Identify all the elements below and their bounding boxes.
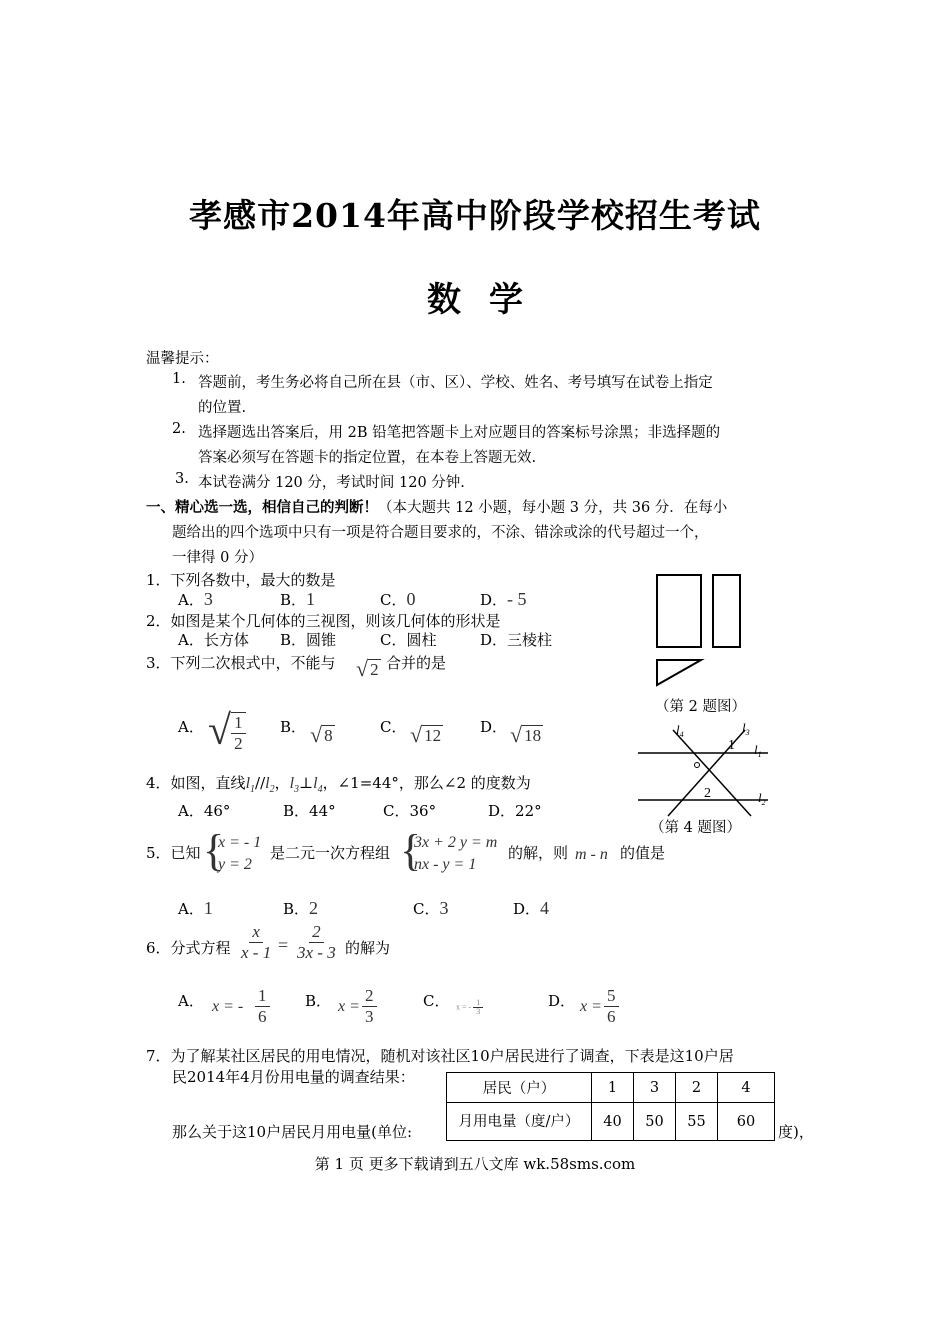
front-view-rect (657, 575, 701, 647)
question-4: 4．如图，直线$l_1//l_2$，$l_3\perp l_4$，∠1=44°，那么∠2 的度数为 (146, 774, 531, 796)
notice-item-2-line2: 答案必须写在答题卡的指定位置，在本卷上答题无效. (198, 450, 537, 466)
section-note-2: 题给出的四个选项中只有一项是符合题目要求的，不涂、错涂或涂的代号超过一个， (172, 525, 709, 541)
figure-4-lines (630, 718, 780, 818)
table-cell: 55 (676, 1103, 718, 1141)
q6-option-d-label: D． (548, 992, 576, 1010)
section-note-1: （本大题共 12 小题，每小题 3 分，共 36 分．在每小 (378, 500, 728, 516)
notice-item-1-line2: 的位置. (198, 400, 247, 416)
q1-num: 1． (146, 571, 171, 589)
q7-line1: 7．为了解某社区居民的用电情况，随机对该社区10户居民进行了调查，下表是这10户居 (146, 1047, 734, 1065)
q6-option-a-lhs: x = - (212, 998, 244, 1015)
notice-item-1-line1: 答题前，考生务必将自己所在县（市、区）、学校、姓名、考号填写在试卷上指定 (198, 375, 713, 391)
notice-item-2-line1: 选择题选出答案后，用 2B 铅笔把答题卡上对应题目的答案标号涂黑；非选择题的 (198, 425, 721, 441)
q6-post: 的解为 (345, 939, 391, 957)
q6-option-b-label: B． (305, 992, 332, 1010)
q1-option-d: D．- 5 (480, 589, 527, 609)
q4-option-d: D．22° (488, 802, 542, 820)
table-cell: 50 (634, 1103, 676, 1141)
q6-option-d-frac: $\frac{5}{6}$ (604, 986, 619, 1027)
q2-option-a: A．长方体 (178, 631, 249, 649)
q6-option-c-label: C． (423, 992, 450, 1010)
table-row-label: 居民（户） (447, 1073, 592, 1103)
label-l2: $l_2$ (758, 790, 766, 807)
q1-stem: 下列各数中，最大的数是 (170, 571, 336, 589)
q7-line3: 那么关于这10户居民月用电量(单位: (172, 1123, 412, 1141)
q5-option-d: D．4 (513, 898, 550, 918)
table-row-label: 月用电量（度/户） (447, 1103, 592, 1141)
q3-option-d-value: √ 18 (510, 722, 542, 747)
q6-option-b-lhs: x = (338, 998, 360, 1015)
question-1 (146, 569, 336, 590)
q6-option-a-label: A． (178, 992, 204, 1010)
q5-end: 的值是 (620, 844, 666, 862)
q7-line2: 民2014年4月份用电量的调查结果： (172, 1068, 415, 1086)
section-heading: 一、精心选一选，相信自己的判断！ (146, 500, 378, 516)
q6-fraction-1: $\frac{x}{x - 1}$ (241, 922, 272, 962)
figure-2-caption: （第 2 题图） (655, 699, 746, 715)
q3-stem-pre: 下列二次根式中，不能与 (170, 654, 336, 672)
q6-option-c-value: x = - $\frac{1}{3}$ (456, 999, 483, 1016)
q4-option-a: A．46° (178, 802, 231, 820)
q1-option-a: A．3 (178, 589, 213, 609)
table-row (447, 1073, 775, 1103)
q6-fraction-2: $\frac{2}{3x - 3}$ (297, 922, 336, 962)
top-view-triangle (657, 660, 701, 685)
label-l1: $l_1$ (754, 742, 762, 759)
q2-option-b: B．圆锥 (280, 631, 337, 649)
subject-title: 数学 (427, 280, 551, 320)
q5-expression: m - n (575, 846, 608, 863)
q7-data-table (446, 1072, 775, 1141)
angle-2-label: 2 (704, 786, 711, 801)
question-3 (146, 652, 336, 673)
q6-prefix: 6．分式方程 (146, 939, 231, 957)
q5-brace-1: { (203, 826, 225, 875)
figure-2-three-views (650, 570, 750, 690)
q5-option-a: A．1 (178, 898, 213, 918)
q1-option-b: B．1 (280, 589, 316, 609)
q3-stem-post: 合并的是 (386, 654, 447, 672)
exam-title: 孝感市2014年高中阶段学校招生考试 (189, 196, 761, 235)
q3-stem-radical: √ 2 (356, 656, 379, 681)
table-cell: 2 (676, 1073, 718, 1103)
q3-option-b-value: √ 8 (310, 722, 333, 747)
notice-item-3-num: 3. (175, 471, 189, 487)
q1-option-c: C．0 (380, 589, 416, 609)
table-cell: 1 (592, 1073, 634, 1103)
q3-option-a-label: A． (178, 718, 204, 736)
section-heading-line (146, 496, 727, 517)
q5-option-c: C．3 (413, 898, 449, 918)
question-2 (146, 610, 501, 631)
q5-prefix: 5．已知 (146, 844, 201, 862)
table-cell: 4 (718, 1073, 775, 1103)
q5-brace-2: { (400, 826, 422, 875)
table-cell: 40 (592, 1103, 634, 1141)
q5-option-b: B．2 (283, 898, 319, 918)
q6-option-a-frac: $\frac{1}{6}$ (255, 986, 270, 1027)
notice-item-1-num: 1. (172, 371, 186, 387)
q2-stem: 如图是某个几何体的三视图，则该几何体的形状是 (170, 612, 501, 630)
q5-post: 的解，则 (508, 844, 569, 862)
q5-mid: 是二元一次方程组 (270, 844, 391, 862)
table-cell: 3 (634, 1073, 676, 1103)
label-l4: $l_4$ (676, 722, 684, 739)
q3-option-b-label: B． (280, 718, 307, 736)
notice-item-3-line1: 本试卷满分 120 分，考试时间 120 分钟. (198, 475, 465, 491)
page-footer: 第 1 页 更多下载请到五八文库 wk.58sms.com (314, 1155, 636, 1173)
q6-option-b-frac: $\frac{2}{3}$ (362, 986, 377, 1027)
notice-label: 温馨提示： (146, 351, 219, 367)
q5-system-1: x = - 1 y = 2 (218, 834, 262, 873)
angle-1-label: 1 (728, 738, 735, 753)
q3-option-a-value: √ $\frac{1}{2}$ (208, 708, 246, 754)
section-note-3: 一律得 0 分） (172, 550, 263, 566)
q4-option-c: C．36° (383, 802, 437, 820)
q6-equals: = (278, 935, 289, 955)
figure-4-caption: （第 4 题图） (650, 820, 741, 836)
table-cell: 60 (718, 1103, 775, 1141)
side-view-rect (713, 575, 740, 647)
line-l4 (673, 730, 751, 816)
q2-option-c: C．圆柱 (380, 631, 437, 649)
q7-line3-end: 度)， (778, 1123, 814, 1141)
q4-option-b: B．44° (283, 802, 336, 820)
q3-option-c-value: √ 12 (410, 722, 442, 747)
table-row (447, 1103, 775, 1141)
q5-system-2: 3x + 2 y = m nx - y = 1 (414, 834, 498, 873)
label-l3: $l_3$ (742, 720, 750, 737)
notice-item-2-num: 2. (172, 421, 186, 437)
q3-option-c-label: C． (380, 718, 407, 736)
q2-option-d: D．三棱柱 (480, 631, 553, 649)
right-angle-mark (695, 763, 700, 768)
q3-option-d-label: D． (480, 718, 508, 736)
q3-num: 3． (146, 654, 171, 672)
q2-num: 2． (146, 612, 171, 630)
q6-option-d-lhs: x = (580, 998, 602, 1015)
